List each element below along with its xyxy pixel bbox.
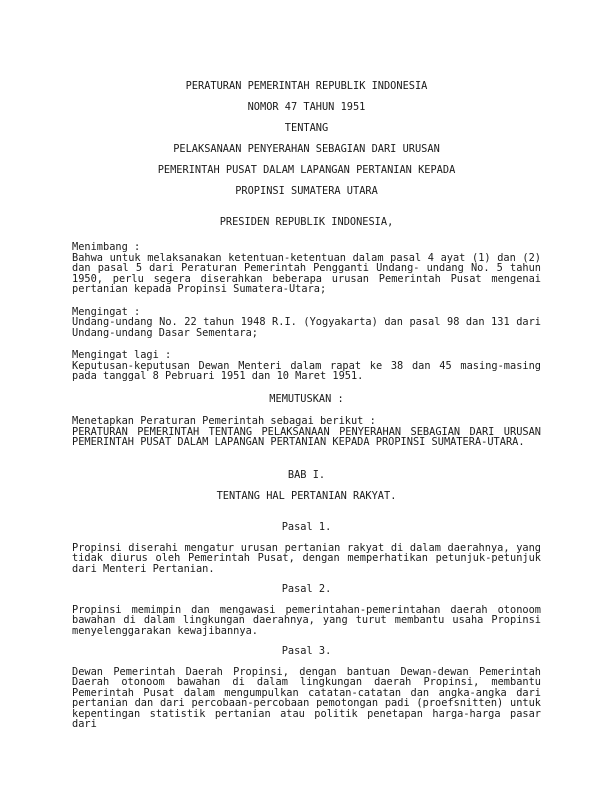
mengingat-section [72, 307, 541, 339]
menetapkan-section [72, 416, 541, 448]
mengingat-text: Undang-undang No. 22 tahun 1948 R.I. (Yogyakarta) dan pasal 98 dan 131 dari Undang-undang Dasar Sementara; [72, 316, 541, 339]
pasal-1 [72, 522, 541, 574]
pasal-3 [72, 646, 541, 730]
pasal-2 [72, 584, 541, 636]
title-line: PROPINSI SUMATERA UTARA [235, 184, 378, 197]
pasal-heading: Pasal 2. [281, 583, 332, 595]
menimbang-text: Bahwa untuk melaksanakan ketentuan-ketentuan dalam pasal 4 ayat (1) dan (2) dan pasal 5 dari Peraturan Pemerintah Pengganti Undang- undang No. 5 tahun 1950, perlu segera diserahkan beberapa urusan Pemerintah Pusat mengenai pertanian kepada Propinsi Sumatera-Utara; [72, 251, 541, 295]
bab-number: BAB I. [287, 469, 326, 481]
pasal-heading: Pasal 3. [281, 645, 332, 657]
menetapkan-label: Menetapkan Peraturan Pemerintah sebagai berikut : [72, 415, 376, 427]
pasal-text: Dewan Pemerintah Daerah Propinsi, dengan bantuan Dewan-dewan Pemerintah Daerah otonoom bawahan di dalam lingkungan daerah Propinsi, membantu Pemerintah Pusat dalam mengumpulkan catatan-catatan dan angka-angka dari pertanian dan dari percobaan-percobaan pemotongan padi (proefsnitten) untuk kepentingan statistik pertanian atau politik penetapan harga-harga pasar dari [72, 665, 541, 730]
mengingat-lagi-text: Keputusan-keputusan Dewan Menteri dalam rapat ke 38 dan 45 masing-masing pada tanggal 8 Pebruari 1951 dan 10 Maret 1951. [72, 359, 541, 382]
title-line: PERATURAN PEMERINTAH REPUBLIK INDONESIA [185, 79, 428, 92]
mengingat-lagi-section [72, 350, 541, 382]
menimbang-section [72, 242, 541, 295]
memutuskan-heading: MEMUTUSKAN : [269, 392, 344, 405]
title-line: NOMOR 47 TAHUN 1951 [247, 100, 366, 113]
document-title [72, 70, 541, 207]
title-line: PEMERINTAH PUSAT DALAM LAPANGAN PERTANIAN KEPADA [157, 163, 456, 176]
menetapkan-text: PERATURAN PEMERINTAH TENTANG PELAKSANAAN PENYERAHAN SEBAGIAN DARI URUSAN PEMERINTAH PUSAT DALAM LAPANGAN PERTANIAN KEPADA PROPINSI SUMATERA-UTARA. [72, 425, 541, 448]
title-line: TENTANG [284, 121, 329, 134]
bab-heading [72, 460, 541, 513]
bab-title: TENTANG HAL PERTANIAN RAKYAT. [216, 490, 397, 502]
menimbang-label: Menimbang : [72, 241, 141, 253]
title-line: PELAKSANAAN PENYERAHAN SEBAGIAN DARI URUSAN [173, 142, 440, 155]
mengingat-lagi-label: Mengingat lagi : [72, 349, 172, 361]
pasal-text: Propinsi memimpin dan mengawasi pemerintahan-pemerintahan daerah otonoom bawahan di dalam lingkungan daerahnya, yang turut membantu usaha Propinsi menyelenggarakan kewajibannya. [72, 603, 541, 637]
presiden-heading: PRESIDEN REPUBLIK INDONESIA, [219, 215, 394, 228]
pasal-heading: Pasal 1. [281, 521, 332, 533]
pasal-text: Propinsi diserahi mengatur urusan pertanian rakyat di dalam daerahnya, yang tidak diurus oleh Pemerintah Pusat, dengan memperhatikan petunjuk-petunjuk dari Menteri Pertanian. [72, 541, 541, 575]
mengingat-label: Mengingat : [72, 305, 141, 318]
document-body [72, 70, 541, 740]
